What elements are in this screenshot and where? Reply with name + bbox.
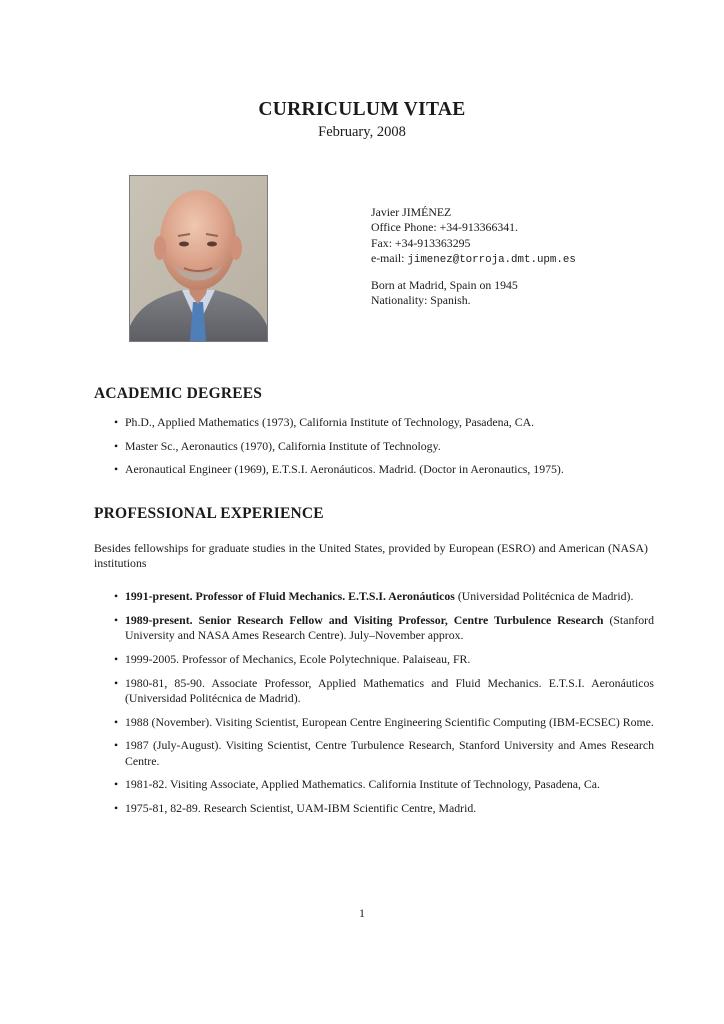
degree-text: Ph.D., Applied Mathematics (1973), California Institute of Technology, Pasadena, CA. <box>125 415 535 429</box>
email-line <box>371 251 576 268</box>
degree-text: Master Sc., Aeronautics (1970), California Institute of Technology. <box>125 438 441 453</box>
list-item: • 1988 (November). Visiting Scientist, European Centre Engineering Scientific Computing (IBM-ECSEC) Rome. <box>114 714 654 729</box>
experience-text: 1975-81, 82-89. Research Scientist, UAM-IBM Scientific Centre, Madrid. <box>125 801 477 816</box>
list-item: • Master Sc., Aeronautics (1970), California Institute of Technology. <box>114 438 441 453</box>
list-item: • Aeronautical Engineer (1969), E.T.S.I. Aeronáuticos. Madrid. (Doctor in Aeronautics, 1975). <box>114 462 564 476</box>
experience-bold: 1991-present. Professor of Fluid Mechanics. E.T.S.I. Aeronáuticos <box>125 589 455 603</box>
contact-name: Javier JIMÉNEZ <box>371 205 452 219</box>
office-phone: Office Phone: +34-913366341. <box>371 220 518 235</box>
experience-intro: Besides fellowships for graduate studies in the United States, provided by European (ESRO) and American (NASA) institutions <box>94 541 648 571</box>
list-item: • 1989-present. Senior Research Fellow and Visiting Professor, Centre Turbulence Research (Stanford University and NASA Ames Research Centre). July–November approx. <box>114 612 654 643</box>
academic-degrees-list <box>94 415 654 486</box>
experience-text: 1980-81, 85-90. Associate Professor, Applied Mathematics and Fluid Mechanics. E.T.S.I. Aeronáuticos (Universidad Politécnica de Madrid). <box>125 675 654 705</box>
birth-info: Born at Madrid, Spain on 1945 <box>371 277 518 292</box>
academic-degrees-heading: ACADEMIC DEGREES <box>94 385 263 402</box>
list-item: • 1999-2005. Professor of Mechanics, Ecole Polytechnique. Palaiseau, FR. <box>114 651 471 666</box>
page-number: 1 <box>359 906 365 920</box>
nationality: Nationality: Spanish. <box>371 293 471 308</box>
document-title: CURRICULUM VITAE <box>258 99 466 120</box>
list-item: • Ph.D., Applied Mathematics (1973), California Institute of Technology, Pasadena, CA. <box>114 415 535 429</box>
list-item: • 1987 (July-August). Visiting Scientist, Centre Turbulence Research, Stanford University and Ames Research Centre. <box>114 738 654 768</box>
degree-text: Aeronautical Engineer (1969), E.T.S.I. Aeronáuticos. Madrid. (Doctor in Aeronautics, 1975). <box>125 462 564 476</box>
professional-experience-heading: PROFESSIONAL EXPERIENCE <box>94 505 324 522</box>
list-item: • 1975-81, 82-89. Research Scientist, UAM-IBM Scientific Centre, Madrid. <box>114 801 477 816</box>
list-item: • 1980-81, 85-90. Associate Professor, Applied Mathematics and Fluid Mechanics. E.T.S.I. Aeronáuticos (Universidad Politécnica de Madrid). <box>114 675 654 705</box>
experience-text: 1988 (November). Visiting Scientist, European Centre Engineering Scientific Computing (IBM-ECSEC) Rome. <box>125 714 654 729</box>
experience-bold: 1989-present. Senior Research Fellow and Visiting Professor, Centre Turbulence Research <box>125 612 604 627</box>
experience-text: 1999-2005. Professor of Mechanics, Ecole Polytechnique. Palaiseau, FR. <box>125 651 471 666</box>
fax-number: Fax: +34-913363295 <box>371 235 471 250</box>
portrait-photo <box>129 175 268 342</box>
experience-text: 1981-82. Visiting Associate, Applied Mathematics. California Institute of Technology, Pasadena, Ca. <box>125 777 600 792</box>
list-item: • 1991-present. Professor of Fluid Mechanics. E.T.S.I. Aeronáuticos (Universidad Politécnica de Madrid). <box>114 589 634 603</box>
experience-text: (Universidad Politécnica de Madrid). <box>454 589 634 603</box>
email-address[interactable]: jimenez@torroja.dmt.upm.es <box>407 254 576 267</box>
contact-block <box>371 205 576 308</box>
document-date: February, 2008 <box>318 124 406 140</box>
experience-text: (Stanford University and NASA Ames Research Centre). July–November approx. <box>125 612 654 643</box>
experience-list <box>94 589 654 825</box>
experience-text: 1987 (July-August). Visiting Scientist, Centre Turbulence Research, Stanford University and Ames Research Centre. <box>125 738 654 768</box>
email-label: e-mail: <box>371 251 408 266</box>
list-item: • 1981-82. Visiting Associate, Applied Mathematics. California Institute of Technology, Pasadena, Ca. <box>114 777 600 792</box>
